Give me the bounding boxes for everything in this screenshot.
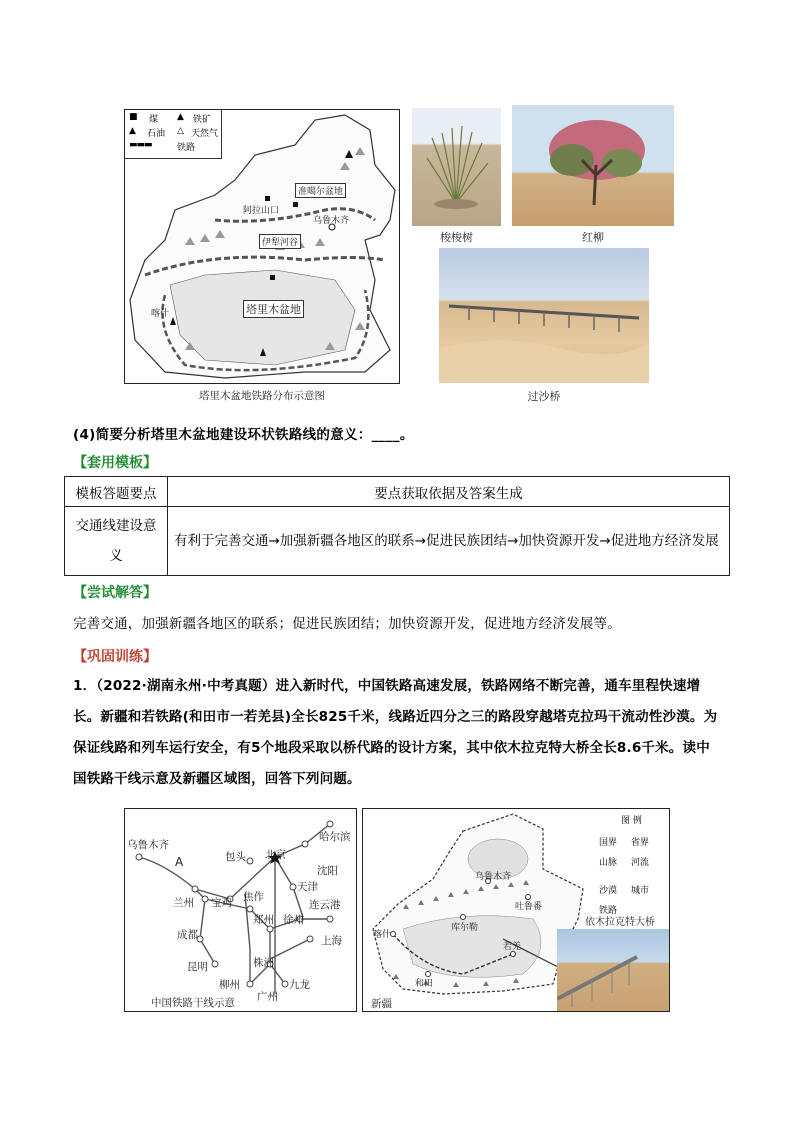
label-alashankou: 阿拉山口 — [243, 206, 280, 216]
city-xuzhou: 徐州 — [283, 914, 304, 926]
map-legend: ■ 煤 ▲ 铁矿 ▲ 石油 △ 天然气 ▬▬▬ 铁路 — [125, 110, 222, 159]
legend-desert: 沙漠 — [599, 886, 618, 896]
city-kunming: 昆明 — [187, 961, 208, 973]
table-cell-left: 交通线建设意义 — [65, 507, 168, 576]
legend-mountain: 山脉 — [599, 858, 618, 868]
label-tarim: 塔里木盆地 — [243, 300, 304, 318]
tag-consolidate-practice: 【巩固训练】 — [73, 649, 157, 665]
bridge-photo — [439, 248, 649, 383]
xj-city-urumqi: 乌鲁木齐 — [475, 872, 512, 882]
city-baotou: 包头 — [225, 851, 246, 863]
tag-try-answer: 【尝试解答】 — [73, 585, 157, 601]
top-map-caption: 塔里木盆地铁路分布示意图 — [199, 390, 325, 402]
city-shenyang: 沈阳 — [317, 865, 338, 877]
saxaul-photo — [412, 108, 501, 226]
saxaul-caption: 梭梭树 — [440, 231, 473, 244]
label-ili: 伊犁河谷 — [259, 234, 301, 249]
xj-city-korla: 库尔勒 — [451, 923, 479, 933]
legend-river: 河流 — [631, 858, 650, 868]
yimulake-bridge-photo — [557, 929, 669, 1011]
tarim-railway-map — [124, 109, 400, 384]
city-beijing: 北京 — [265, 849, 286, 861]
question-4: (4)简要分析塔里木盆地建设环状铁路线的意义：____。 — [73, 427, 414, 443]
bridge-caption: 过沙桥 — [527, 390, 561, 403]
city-zhengzhou: 郑州 — [253, 914, 274, 926]
label-kashgar: 喀什 — [151, 309, 170, 319]
legend-gas: 天然气 — [191, 129, 219, 139]
legend-oil: 石油 — [147, 129, 166, 139]
city-zhuzhou: 株洲 — [253, 957, 274, 969]
table-header-left: 模板答题要点 — [65, 477, 168, 507]
city-lianyungang: 连云港 — [309, 899, 341, 911]
legend-rail: 铁路 — [177, 143, 196, 153]
xinjiang-region-map — [362, 808, 670, 1012]
city-liuzhou: 柳州 — [219, 979, 240, 991]
xj-city-kashgar: 喀什 — [373, 930, 392, 940]
city-harbin: 哈尔滨 — [319, 831, 351, 843]
tamarisk-photo — [512, 105, 674, 226]
legend-iron: 铁矿 — [193, 115, 212, 125]
city-urumqi: 乌鲁木齐 — [127, 839, 169, 851]
china-railway-map — [124, 808, 357, 1012]
table-header-right: 要点获取依据及答案生成 — [168, 477, 730, 507]
legend-coal: 煤 — [149, 115, 159, 125]
city-tianjin: 天津 — [297, 881, 318, 893]
city-lanzhou: 兰州 — [173, 897, 194, 909]
label-a: A — [175, 855, 184, 869]
city-jiulong: 九龙 — [289, 979, 310, 991]
template-table — [64, 476, 730, 576]
legend-province: 省界 — [631, 838, 650, 848]
label-bridge: 依木拉克特大桥 — [585, 917, 655, 928]
table-cell-right: 有利于完善交通→加强新疆各地区的联系→促进民族团结→加快资源开发→促进地方经济发展 — [168, 507, 730, 576]
problem-1: 1．（2022·湖南永州·中考真题）进入新时代，中国铁路高速发展，铁路网络不断完善，通车里程快速增长。新疆和若铁路(和田市一若羌县)全长825千米，线路近四分之三的路段穿越塔克拉玛干流动性沙漠。为保证线路和列车运行安全，有5个地段采取以桥代路的设计方案，其中依木拉克特大桥全长8.6千米。读中国铁路干线示意及新疆区域图，回答下列问题。 — [73, 678, 718, 787]
legend-title: 图 例 — [621, 816, 642, 826]
label-junggar: 准噶尔盆地 — [295, 183, 346, 198]
rail-map-caption: 中国铁路干线示意 — [151, 997, 235, 1009]
city-shanghai: 上海 — [321, 935, 342, 947]
city-baoji: 宝鸡 — [211, 897, 232, 909]
legend-border: 国界 — [599, 838, 618, 848]
city-chengdu: 成都 — [177, 929, 198, 941]
legend-city: 城市 — [631, 886, 650, 896]
xj-city-hotan: 和田 — [415, 979, 434, 989]
legend-rail: 铁路 — [599, 906, 618, 916]
city-jiaozuo: 焦作 — [243, 891, 264, 903]
xj-city-turpan: 吐鲁番 — [515, 902, 543, 912]
tamarisk-caption: 红柳 — [582, 231, 604, 244]
city-guangzhou: 广州 — [257, 991, 278, 1003]
label-urumqi: 乌鲁木齐 — [313, 216, 350, 226]
xj-city-ruoqiang: 若羌 — [503, 942, 522, 952]
answer-text: 完善交通，加强新疆各地区的联系；促进民族团结；加快资源开发，促进地方经济发展等。 — [73, 616, 621, 632]
tag-apply-template: 【套用模板】 — [73, 455, 157, 471]
xj-map-caption: 新疆 — [371, 998, 392, 1010]
